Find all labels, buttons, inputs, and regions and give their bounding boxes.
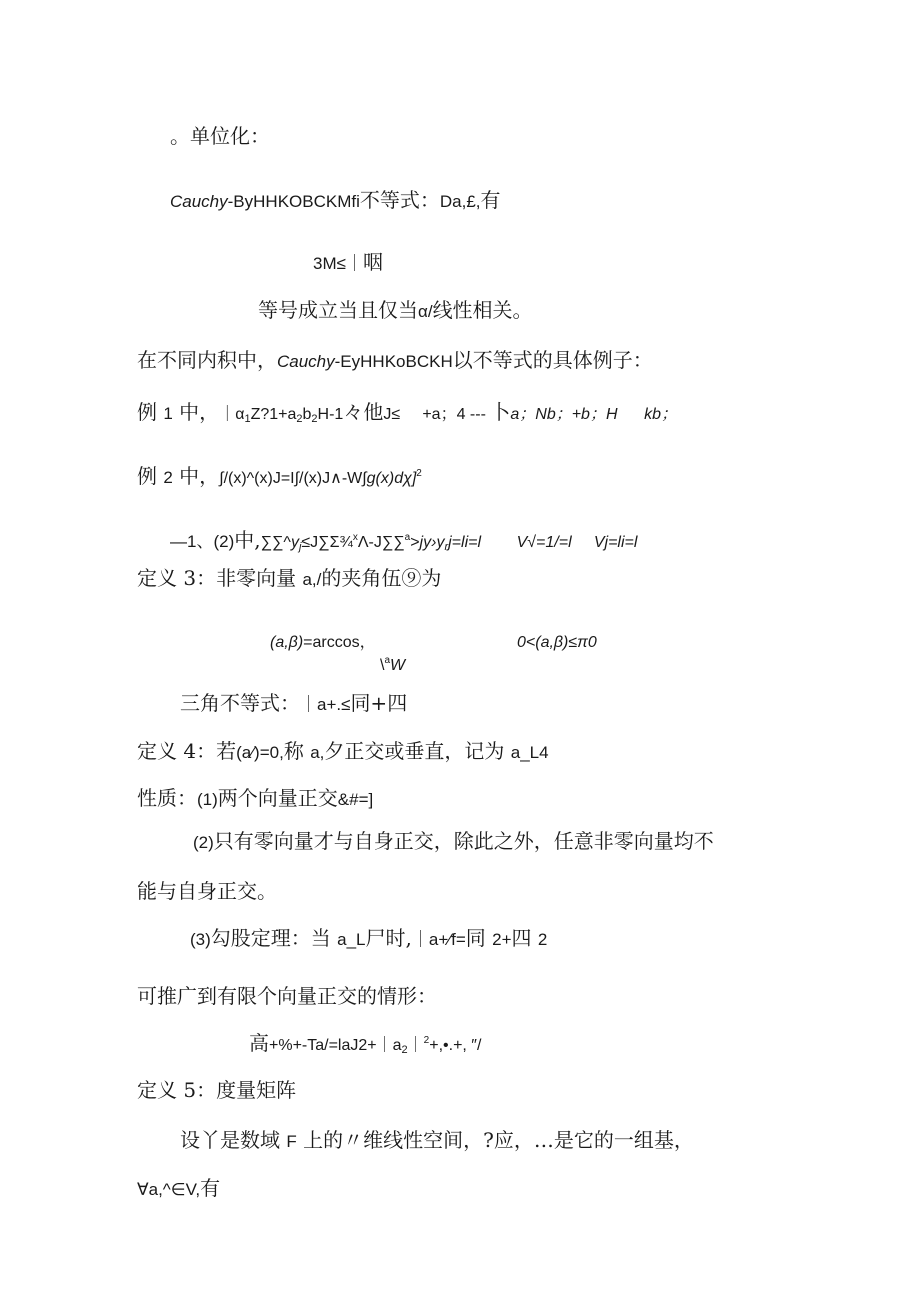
garbled-name: -EyHHKoBCKH — [334, 352, 453, 371]
text: 能与自身正交。 — [137, 879, 277, 903]
math: j — [298, 541, 302, 553]
text: 有 — [480, 188, 501, 212]
text: 定义 5：度量矩阵 — [137, 1078, 297, 1102]
text: 有 — [200, 1176, 221, 1200]
math: ｜α — [219, 406, 245, 423]
math: 2 — [537, 930, 548, 949]
math: 2 — [401, 1044, 408, 1056]
text: 线性相关。 — [432, 298, 533, 322]
text: 例 — [137, 464, 164, 488]
math: r — [444, 541, 449, 553]
math: (2) — [193, 833, 214, 852]
text: 夕正交或垂直，记为 — [324, 739, 511, 763]
space-setup — [180, 1130, 694, 1150]
example-double-sum — [170, 530, 637, 553]
math: ›y — [431, 534, 445, 551]
math: Da,£, — [439, 192, 481, 211]
math: 1 — [244, 413, 251, 425]
math: (a,β) — [270, 634, 304, 651]
angle-range — [517, 630, 597, 651]
math: W — [390, 657, 406, 674]
math: (1) — [197, 790, 218, 809]
angle-denominator — [380, 653, 405, 674]
text: 定义 4：若 — [137, 739, 237, 763]
math: 2+ — [492, 930, 512, 949]
math: 2 — [163, 468, 173, 487]
math: y — [290, 534, 299, 551]
text: 的夹角伍⑨为 — [321, 566, 442, 590]
text: 中， — [172, 464, 220, 488]
text: 等号成立当且仅当 — [258, 298, 418, 322]
math: 1 — [163, 404, 173, 423]
text: 尸时, — [365, 926, 412, 950]
cauchy-inequality-line — [170, 190, 501, 210]
math: j=li=l V√=1/=l Vj=li=l — [448, 534, 638, 551]
math: x — [352, 532, 358, 543]
pythagorean-general — [249, 1033, 481, 1056]
math: 2 — [296, 413, 303, 425]
math: ｜a+⁄f= — [411, 930, 466, 949]
math: +%+-Ta/=laJ2+｜a — [269, 1037, 402, 1054]
math: F — [286, 1132, 297, 1151]
math: 2 — [311, 413, 318, 425]
text: 勾股定理：当 — [210, 926, 338, 950]
text: 在不同内积中， — [137, 348, 277, 372]
math: 2 — [416, 468, 422, 479]
math: a；Nb；+b；H kb； — [510, 406, 678, 423]
garbled-name: -ByHHKOBCKMfi — [227, 192, 360, 211]
text: 不等式： — [359, 188, 440, 212]
text: 中, — [234, 528, 261, 552]
math: ∫/(x)^(x)J=I∫/(x)J∧-W∫ — [219, 470, 367, 487]
math: ∑∑^ — [260, 534, 291, 551]
property-2-cont — [137, 881, 277, 901]
text: 同+四 — [350, 691, 408, 715]
unitization-line — [170, 126, 270, 146]
text: 卜 — [490, 400, 511, 424]
text: 中， — [172, 400, 220, 424]
text: 同 — [465, 926, 493, 950]
property-3 — [190, 928, 547, 948]
text: 々他 — [343, 400, 384, 424]
property-2 — [193, 831, 714, 851]
text: 以不等式的具体例子： — [452, 348, 653, 372]
cauchy-word: Cauchy — [277, 352, 335, 371]
math: (3) — [190, 930, 211, 949]
math: 2 — [423, 1035, 430, 1046]
math: —1、 — [170, 532, 214, 551]
math: ｜a+.≤ — [300, 695, 351, 714]
text: 例 — [137, 400, 164, 424]
math: α/ — [418, 302, 433, 321]
math: ≤J∑Σ¾ — [301, 534, 353, 551]
math: a — [404, 532, 411, 543]
equality-condition — [258, 300, 533, 320]
math: H-1 — [317, 406, 344, 423]
math: g(x)dχ] — [366, 470, 417, 487]
text: 定义 3：非零向量 — [137, 566, 303, 590]
math: b — [302, 406, 312, 423]
text: 称 — [283, 739, 311, 763]
math: > — [410, 534, 420, 551]
examples-intro — [137, 350, 653, 370]
generalization — [137, 986, 437, 1006]
text: 性质： — [137, 786, 197, 810]
text: 。单位化： — [170, 124, 270, 148]
math: Z?1+a — [250, 406, 297, 423]
text: 两个向量正交 — [217, 786, 338, 810]
text: 高 — [249, 1031, 269, 1055]
definition-4 — [137, 741, 549, 761]
text: 只有零向量才与自身正交，除此之外，任意非零向量均不 — [213, 829, 714, 853]
math: a — [384, 655, 391, 666]
example-2 — [137, 466, 422, 487]
math: J≤ +a；4 --- — [383, 406, 491, 423]
math: ∀a,^∈V, — [137, 1180, 201, 1199]
math: &#=] — [337, 790, 374, 809]
triangle-inequality — [180, 693, 407, 713]
math: 0<(a,β)≤π0 — [517, 634, 597, 651]
definition-5 — [137, 1080, 296, 1100]
inequality-formula — [313, 252, 383, 272]
angle-formula — [270, 630, 376, 651]
text: 咽 — [362, 250, 383, 274]
text: 上的〃维线性空间，?应，…是它的一组基， — [296, 1128, 694, 1152]
definition-3 — [137, 568, 441, 588]
cauchy-word: Cauchy — [170, 192, 228, 211]
math: a_L — [337, 930, 366, 949]
math: (a⁄)=0, — [236, 743, 284, 762]
math: a_L4 — [510, 743, 549, 762]
math: (2) — [213, 532, 235, 551]
for-all-line — [137, 1178, 220, 1198]
math: 3M≤｜ — [313, 254, 363, 273]
math: ｜ — [407, 1037, 424, 1054]
math: Λ-J∑∑ — [357, 534, 405, 551]
math: a,/ — [302, 570, 322, 589]
math: a, — [310, 743, 325, 762]
example-1 — [137, 402, 677, 425]
text: 三角不等式： — [180, 691, 300, 715]
math: +,•.+, ″/ — [429, 1037, 482, 1054]
math: =arccos， — [303, 634, 376, 651]
text: 四 — [511, 926, 538, 950]
text: 设丫是数域 — [180, 1128, 287, 1152]
property-1 — [137, 788, 373, 808]
math: \ — [380, 657, 385, 674]
text: 可推广到有限个向量正交的情形： — [137, 984, 437, 1008]
math: jy — [419, 534, 432, 551]
